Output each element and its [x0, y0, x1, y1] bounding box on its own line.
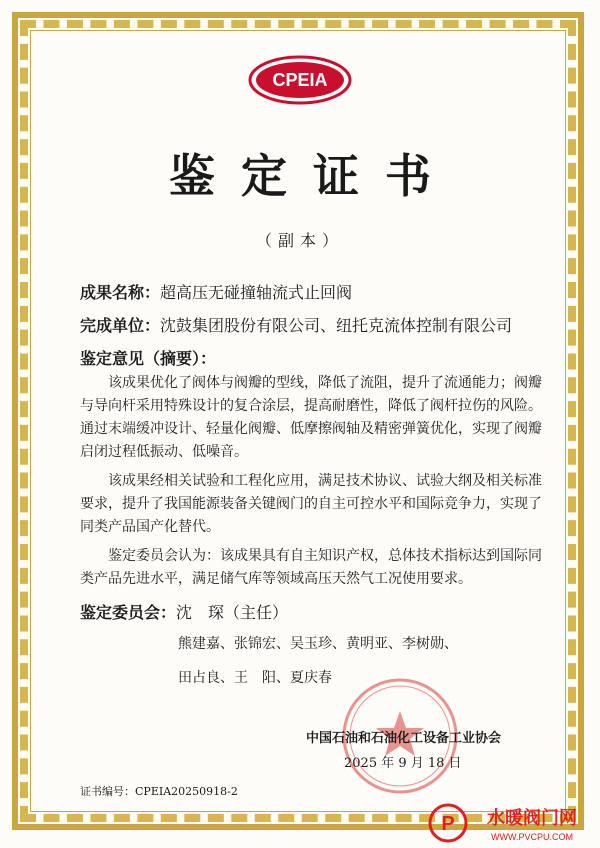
opinion-paragraph-1: 该成果优化了阀体与阀瓣的型线，降低了流阻，提升了流通能力；阀瓣与导向杆采用特殊设计的复合涂层，提高耐磨性，降低了阀杆拉伤的风险。通过末端缓冲设计、轻量化阀瓣、低摩擦阀轴及精密弹簧优化，实现了阀瓣启闭过程低振动、低噪音。: [80, 375, 542, 460]
logo-text: CPEIA: [272, 70, 328, 90]
unit-row: [80, 313, 512, 336]
watermark-url: WWW.PVCPU.COM: [491, 832, 573, 842]
committee-label: 鉴定委员会：: [80, 603, 177, 622]
achievement-row: [80, 280, 352, 303]
committee-members-line-1: 熊建嘉、张锦宏、吴玉珍、黄明亚、李树勋、: [178, 636, 458, 652]
committee-row: [80, 600, 288, 623]
committee-members-line-2: 田占良、王 阳、夏庆春: [178, 670, 332, 686]
issue-date: 2025 年 9 月 18 日: [344, 756, 462, 771]
certificate-number: 证书编号：CPEIA20250918-2: [80, 785, 238, 798]
organization-name: 中国石油和石油化工设备工业协会: [306, 731, 502, 746]
unit-label: 完成单位：: [80, 316, 161, 335]
svg-text:P: P: [441, 813, 455, 835]
watermark-text: 水暖阀门网: [487, 808, 577, 829]
achievement-value: 超高压无碰撞轴流式止回阀: [160, 283, 353, 302]
subtitle: （副本）: [255, 231, 344, 250]
opinion-heading: 鉴定意见（摘要）：: [80, 349, 217, 368]
cpeia-logo: [248, 55, 352, 105]
opinion-paragraph-2: 该成果经相关试验和工程化应用，满足技术协议、试验大纲及相关标准要求，提升了我国能源装备关键阀门的自主可控水平和国际竞争力，实现了同类产品国产化替代。: [80, 473, 542, 535]
opinion-paragraph-3: 鉴定委员会认为：该成果具有自主知识产权，总体技术指标达到国际同类产品先进水平，满足储气库等领域高压天然气工况使用要求。: [80, 548, 542, 587]
achievement-label: 成果名称：: [80, 283, 161, 302]
unit-value: 沈鼓集团股份有限公司、纽托克流体控制有限公司: [160, 316, 513, 335]
committee-chair: 沈 琛（主任）: [176, 603, 289, 622]
watermark-logo: [428, 800, 600, 846]
page-title: 鉴定证书: [169, 149, 457, 203]
